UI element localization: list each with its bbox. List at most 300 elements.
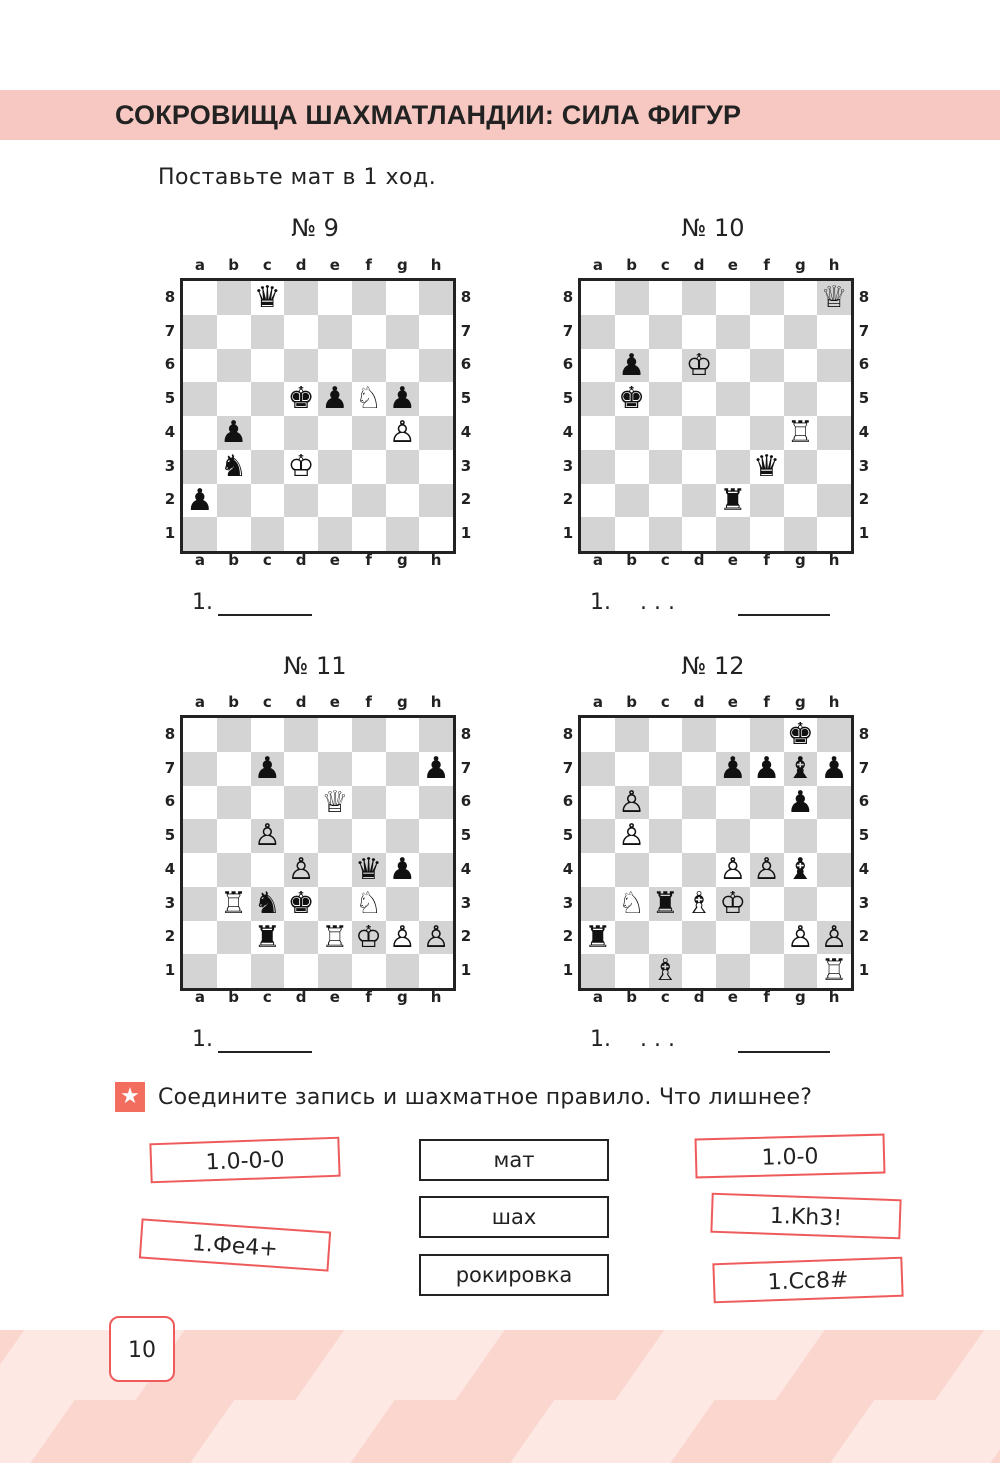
board-square[interactable] xyxy=(352,718,386,752)
board-square[interactable] xyxy=(615,315,649,349)
board-square[interactable] xyxy=(251,484,285,518)
board-square[interactable] xyxy=(649,450,683,484)
board-square[interactable] xyxy=(817,517,851,551)
board-square[interactable] xyxy=(581,484,615,518)
board-square[interactable] xyxy=(615,416,649,450)
board-square[interactable] xyxy=(784,281,818,315)
board-square[interactable] xyxy=(352,786,386,820)
card-notation[interactable]: 1.Сс8# xyxy=(712,1257,903,1304)
board-square[interactable] xyxy=(784,484,818,518)
board-square[interactable] xyxy=(750,416,784,450)
board-square[interactable] xyxy=(284,517,318,551)
board-square[interactable] xyxy=(419,786,453,820)
board-square[interactable] xyxy=(217,315,251,349)
chess-piece-e4: ♙ xyxy=(719,852,747,887)
board-square[interactable] xyxy=(615,921,649,955)
board-square[interactable] xyxy=(649,819,683,853)
board-square[interactable] xyxy=(251,786,285,820)
answer-blank[interactable] xyxy=(218,1051,312,1053)
board-square[interactable] xyxy=(716,382,750,416)
board-square[interactable] xyxy=(318,954,352,988)
board-square[interactable] xyxy=(750,484,784,518)
board-square[interactable] xyxy=(682,382,716,416)
board-square[interactable] xyxy=(581,382,615,416)
chess-piece-g6: ♟ xyxy=(786,784,814,820)
card-notation[interactable]: 1.Kh3! xyxy=(710,1193,901,1240)
board-square[interactable] xyxy=(217,281,251,315)
board-square[interactable] xyxy=(581,853,615,887)
board-square[interactable] xyxy=(183,718,217,752)
board-square[interactable] xyxy=(581,954,615,988)
board-square[interactable] xyxy=(284,349,318,383)
board-square[interactable] xyxy=(386,786,420,820)
chess-piece-c3: ♞ xyxy=(253,885,281,921)
chess-piece-c1: ♗ xyxy=(651,953,679,989)
board-square[interactable] xyxy=(217,954,251,988)
rank-label: 4 xyxy=(562,422,574,441)
board-square[interactable] xyxy=(217,484,251,518)
board-square[interactable] xyxy=(817,887,851,921)
star-icon: ★ xyxy=(115,1082,145,1112)
board-square[interactable] xyxy=(419,416,453,450)
board-square[interactable] xyxy=(682,718,716,752)
board-square[interactable] xyxy=(581,281,615,315)
rank-label: 5 xyxy=(460,826,472,845)
board-square[interactable] xyxy=(419,281,453,315)
file-label: d xyxy=(693,693,705,711)
board-square[interactable] xyxy=(750,281,784,315)
file-label: b xyxy=(228,988,239,1006)
rank-label: 4 xyxy=(460,422,472,441)
board-square[interactable] xyxy=(615,517,649,551)
board-square[interactable] xyxy=(217,718,251,752)
chess-piece-g5: ♟ xyxy=(388,381,416,417)
file-label: h xyxy=(430,256,442,274)
rank-label: 3 xyxy=(858,456,870,475)
board-square[interactable] xyxy=(419,450,453,484)
board-square[interactable] xyxy=(352,484,386,518)
board-square[interactable] xyxy=(682,819,716,853)
board-square[interactable] xyxy=(217,786,251,820)
board-square[interactable] xyxy=(682,315,716,349)
board-square[interactable] xyxy=(817,718,851,752)
chess-piece-g4: ♙ xyxy=(388,415,416,450)
rank-label: 4 xyxy=(460,859,472,878)
task2-instruction: Соедините запись и шахматное правило. Что лишнее? xyxy=(158,1085,813,1110)
rank-label: 6 xyxy=(562,792,574,811)
board-square[interactable] xyxy=(284,718,318,752)
board-square[interactable] xyxy=(284,416,318,450)
file-label: h xyxy=(828,988,840,1006)
file-label: c xyxy=(262,256,272,274)
board-square[interactable] xyxy=(750,954,784,988)
board-square[interactable] xyxy=(386,517,420,551)
board-square[interactable] xyxy=(183,349,217,383)
board-square[interactable] xyxy=(284,954,318,988)
chess-piece-b3: ♖ xyxy=(220,885,248,921)
board-square[interactable] xyxy=(183,853,217,887)
file-label: g xyxy=(397,551,408,569)
board-square[interactable] xyxy=(682,281,716,315)
board-square[interactable] xyxy=(217,382,251,416)
file-label: g xyxy=(397,256,408,274)
board-square[interactable] xyxy=(419,382,453,416)
board-square[interactable] xyxy=(251,517,285,551)
board-square[interactable] xyxy=(318,819,352,853)
file-label: g xyxy=(795,551,806,569)
board-square[interactable] xyxy=(581,315,615,349)
board-title: № 10 xyxy=(681,214,745,242)
board-square[interactable] xyxy=(750,921,784,955)
board-square[interactable] xyxy=(716,954,750,988)
board-square[interactable] xyxy=(716,349,750,383)
file-label: b xyxy=(228,551,239,569)
board-square[interactable] xyxy=(183,416,217,450)
rank-label: 7 xyxy=(562,321,574,340)
board-square[interactable] xyxy=(817,853,851,887)
board-square[interactable] xyxy=(581,887,615,921)
board-square[interactable] xyxy=(183,315,217,349)
rank-label: 3 xyxy=(562,456,574,475)
board-square[interactable] xyxy=(581,718,615,752)
board-square[interactable] xyxy=(581,416,615,450)
board-square[interactable] xyxy=(183,819,217,853)
board-square[interactable] xyxy=(318,450,352,484)
chess-piece-e7: ♟ xyxy=(719,750,747,786)
answer-dots: . . . xyxy=(640,590,675,615)
board-square[interactable] xyxy=(716,281,750,315)
board-square[interactable] xyxy=(318,281,352,315)
board-square[interactable] xyxy=(183,954,217,988)
board-square[interactable] xyxy=(682,450,716,484)
card-notation[interactable]: 1.0-0-0 xyxy=(149,1137,340,1184)
board-square[interactable] xyxy=(615,718,649,752)
board-square[interactable] xyxy=(419,954,453,988)
chess-piece-d4: ♙ xyxy=(287,852,315,887)
rank-label: 7 xyxy=(858,321,870,340)
board-square[interactable] xyxy=(318,887,352,921)
board-square[interactable] xyxy=(581,517,615,551)
board-square[interactable] xyxy=(419,887,453,921)
board-square[interactable] xyxy=(615,954,649,988)
board-square[interactable] xyxy=(251,853,285,887)
board-square[interactable] xyxy=(386,315,420,349)
chess-piece-b3: ♞ xyxy=(220,448,248,484)
rank-label: 7 xyxy=(164,321,176,340)
board-square[interactable] xyxy=(284,281,318,315)
board-square[interactable] xyxy=(251,349,285,383)
chess-piece-a2: ♜ xyxy=(584,919,612,955)
board-square[interactable] xyxy=(217,752,251,786)
board-square[interactable] xyxy=(817,484,851,518)
board-square[interactable] xyxy=(784,450,818,484)
page-number: 10 xyxy=(109,1316,175,1382)
board-square[interactable] xyxy=(649,281,683,315)
board-square[interactable] xyxy=(649,416,683,450)
board-square[interactable] xyxy=(649,382,683,416)
board-square[interactable] xyxy=(386,484,420,518)
board-square[interactable] xyxy=(649,484,683,518)
board-square[interactable] xyxy=(682,853,716,887)
board-square[interactable] xyxy=(581,786,615,820)
chess-board xyxy=(578,278,854,554)
board-square[interactable] xyxy=(318,752,352,786)
board-square[interactable] xyxy=(750,382,784,416)
board-square[interactable] xyxy=(682,954,716,988)
board-square[interactable] xyxy=(716,921,750,955)
board-title: № 12 xyxy=(681,652,745,680)
answer-blank[interactable] xyxy=(738,1051,830,1053)
chess-board xyxy=(578,715,854,991)
board-square[interactable] xyxy=(284,752,318,786)
board-square[interactable] xyxy=(419,718,453,752)
rank-label: 5 xyxy=(562,389,574,408)
board-square[interactable] xyxy=(318,349,352,383)
rank-label: 7 xyxy=(858,758,870,777)
rank-label: 8 xyxy=(460,287,472,306)
chess-piece-g2: ♙ xyxy=(786,919,814,955)
board-square[interactable] xyxy=(352,954,386,988)
board-square[interactable] xyxy=(217,819,251,853)
board-square[interactable] xyxy=(716,517,750,551)
board-square[interactable] xyxy=(217,853,251,887)
board-square[interactable] xyxy=(750,718,784,752)
file-label: b xyxy=(626,256,637,274)
board-square[interactable] xyxy=(817,450,851,484)
file-label: e xyxy=(727,693,738,711)
board-square[interactable] xyxy=(784,315,818,349)
board-square[interactable] xyxy=(183,921,217,955)
board-square[interactable] xyxy=(784,887,818,921)
file-label: f xyxy=(365,256,372,274)
board-square[interactable] xyxy=(682,752,716,786)
board-square[interactable] xyxy=(682,921,716,955)
board-square[interactable] xyxy=(318,416,352,450)
board-square[interactable] xyxy=(352,517,386,551)
board-square[interactable] xyxy=(352,450,386,484)
chess-piece-f3: ♛ xyxy=(753,448,781,484)
file-label: f xyxy=(763,988,770,1006)
board-square[interactable] xyxy=(318,315,352,349)
board-square[interactable] xyxy=(581,819,615,853)
board-square[interactable] xyxy=(784,954,818,988)
chess-piece-d5: ♚ xyxy=(287,381,315,417)
board-square[interactable] xyxy=(615,484,649,518)
board-square[interactable] xyxy=(386,752,420,786)
board-square[interactable] xyxy=(284,819,318,853)
board-square[interactable] xyxy=(784,819,818,853)
board-square[interactable] xyxy=(615,853,649,887)
board-square[interactable] xyxy=(682,484,716,518)
board-square[interactable] xyxy=(817,416,851,450)
board-square[interactable] xyxy=(682,786,716,820)
board-square[interactable] xyxy=(682,416,716,450)
file-label: b xyxy=(626,693,637,711)
board-square[interactable] xyxy=(817,382,851,416)
chess-piece-d6: ♔ xyxy=(685,347,713,383)
board-square[interactable] xyxy=(386,819,420,853)
board-square[interactable] xyxy=(750,315,784,349)
board-square[interactable] xyxy=(183,281,217,315)
board-square[interactable] xyxy=(183,752,217,786)
board-square[interactable] xyxy=(284,484,318,518)
board-square[interactable] xyxy=(750,819,784,853)
rank-label: 4 xyxy=(858,422,870,441)
board-square[interactable] xyxy=(581,349,615,383)
board-square[interactable] xyxy=(750,887,784,921)
board-square[interactable] xyxy=(251,718,285,752)
board-square[interactable] xyxy=(419,517,453,551)
board-square[interactable] xyxy=(284,786,318,820)
board-square[interactable] xyxy=(615,752,649,786)
rank-label: 7 xyxy=(460,321,472,340)
card-rule[interactable]: мат xyxy=(419,1139,609,1181)
board-square[interactable] xyxy=(581,450,615,484)
board-square[interactable] xyxy=(318,718,352,752)
board-square[interactable] xyxy=(649,718,683,752)
board-square[interactable] xyxy=(716,450,750,484)
board-square[interactable] xyxy=(251,450,285,484)
file-label: f xyxy=(763,256,770,274)
board-square[interactable] xyxy=(318,484,352,518)
board-square[interactable] xyxy=(217,349,251,383)
card-notation[interactable]: 1.Фе4+ xyxy=(139,1218,331,1271)
card-rule[interactable]: рокировка xyxy=(419,1254,609,1296)
board-square[interactable] xyxy=(649,752,683,786)
answer-prefix: 1. xyxy=(192,590,213,615)
rank-label: 3 xyxy=(164,456,176,475)
board-square[interactable] xyxy=(649,315,683,349)
rank-label: 5 xyxy=(858,389,870,408)
board-square[interactable] xyxy=(217,517,251,551)
chess-piece-a2: ♟ xyxy=(186,482,214,518)
file-label: h xyxy=(828,693,840,711)
board-square[interactable] xyxy=(386,281,420,315)
file-label: e xyxy=(727,988,738,1006)
board-square[interactable] xyxy=(251,382,285,416)
board-square[interactable] xyxy=(817,315,851,349)
board-square[interactable] xyxy=(183,517,217,551)
board-square[interactable] xyxy=(318,853,352,887)
board-square[interactable] xyxy=(817,819,851,853)
board-square[interactable] xyxy=(352,819,386,853)
board-square[interactable] xyxy=(386,887,420,921)
rank-label: 2 xyxy=(562,927,574,946)
board-square[interactable] xyxy=(581,752,615,786)
board-square[interactable] xyxy=(784,382,818,416)
rank-label: 6 xyxy=(858,355,870,374)
chess-piece-b5: ♙ xyxy=(618,818,646,854)
board-square[interactable] xyxy=(183,786,217,820)
board-square[interactable] xyxy=(419,349,453,383)
file-label: f xyxy=(763,551,770,569)
chess-piece-g7: ♝ xyxy=(786,750,814,786)
board-square[interactable] xyxy=(649,786,683,820)
board-square[interactable] xyxy=(649,853,683,887)
rank-label: 2 xyxy=(858,490,870,509)
board-square[interactable] xyxy=(352,315,386,349)
board-square[interactable] xyxy=(386,954,420,988)
board-square[interactable] xyxy=(750,349,784,383)
board-square[interactable] xyxy=(419,819,453,853)
board-square[interactable] xyxy=(817,786,851,820)
board-square[interactable] xyxy=(386,450,420,484)
board-square[interactable] xyxy=(251,416,285,450)
chess-piece-b5: ♚ xyxy=(618,381,646,417)
board-square[interactable] xyxy=(649,517,683,551)
board-square[interactable] xyxy=(352,281,386,315)
rank-label: 1 xyxy=(164,524,176,543)
board-square[interactable] xyxy=(183,887,217,921)
chess-piece-b4: ♟ xyxy=(220,415,248,450)
file-label: b xyxy=(626,988,637,1006)
board-square[interactable] xyxy=(716,786,750,820)
board-square[interactable] xyxy=(183,382,217,416)
board-square[interactable] xyxy=(649,349,683,383)
file-label: c xyxy=(262,988,272,1006)
file-label: a xyxy=(592,256,603,274)
board-square[interactable] xyxy=(352,752,386,786)
answer-blank[interactable] xyxy=(738,614,830,616)
answer-blank[interactable] xyxy=(218,614,312,616)
file-label: d xyxy=(295,551,307,569)
board-square[interactable] xyxy=(419,853,453,887)
chess-piece-h7: ♟ xyxy=(422,750,450,786)
board-square[interactable] xyxy=(817,349,851,383)
answer-prefix: 1. xyxy=(590,590,611,615)
board-square[interactable] xyxy=(251,954,285,988)
board-square[interactable] xyxy=(386,349,420,383)
board-square[interactable] xyxy=(284,921,318,955)
board-square[interactable] xyxy=(716,718,750,752)
chess-piece-d3: ♔ xyxy=(287,448,315,484)
rank-label: 2 xyxy=(858,927,870,946)
file-label: a xyxy=(194,256,205,274)
board-square[interactable] xyxy=(784,349,818,383)
board-square[interactable] xyxy=(615,281,649,315)
board-square[interactable] xyxy=(183,450,217,484)
chess-piece-e3: ♔ xyxy=(719,885,747,921)
board-square[interactable] xyxy=(352,349,386,383)
board-square[interactable] xyxy=(649,921,683,955)
file-label: b xyxy=(228,693,239,711)
board-square[interactable] xyxy=(784,517,818,551)
board-square[interactable] xyxy=(386,718,420,752)
board-square[interactable] xyxy=(352,416,386,450)
file-label: d xyxy=(693,551,705,569)
rank-label: 4 xyxy=(562,859,574,878)
board-square[interactable] xyxy=(716,416,750,450)
board-square[interactable] xyxy=(318,517,352,551)
board-square[interactable] xyxy=(419,484,453,518)
board-square[interactable] xyxy=(682,517,716,551)
rank-label: 5 xyxy=(164,826,176,845)
card-rule[interactable]: шах xyxy=(419,1196,609,1238)
board-square[interactable] xyxy=(750,517,784,551)
board-square[interactable] xyxy=(615,450,649,484)
board-square[interactable] xyxy=(251,315,285,349)
board-square[interactable] xyxy=(750,786,784,820)
board-square[interactable] xyxy=(716,819,750,853)
board-square[interactable] xyxy=(284,315,318,349)
file-label: a xyxy=(592,988,603,1006)
board-square[interactable] xyxy=(217,921,251,955)
card-notation[interactable]: 1.0-0 xyxy=(695,1134,886,1179)
board-square[interactable] xyxy=(419,315,453,349)
chess-piece-g4: ♖ xyxy=(786,415,814,450)
board-square[interactable] xyxy=(716,315,750,349)
chess-piece-e2: ♜ xyxy=(719,482,747,518)
